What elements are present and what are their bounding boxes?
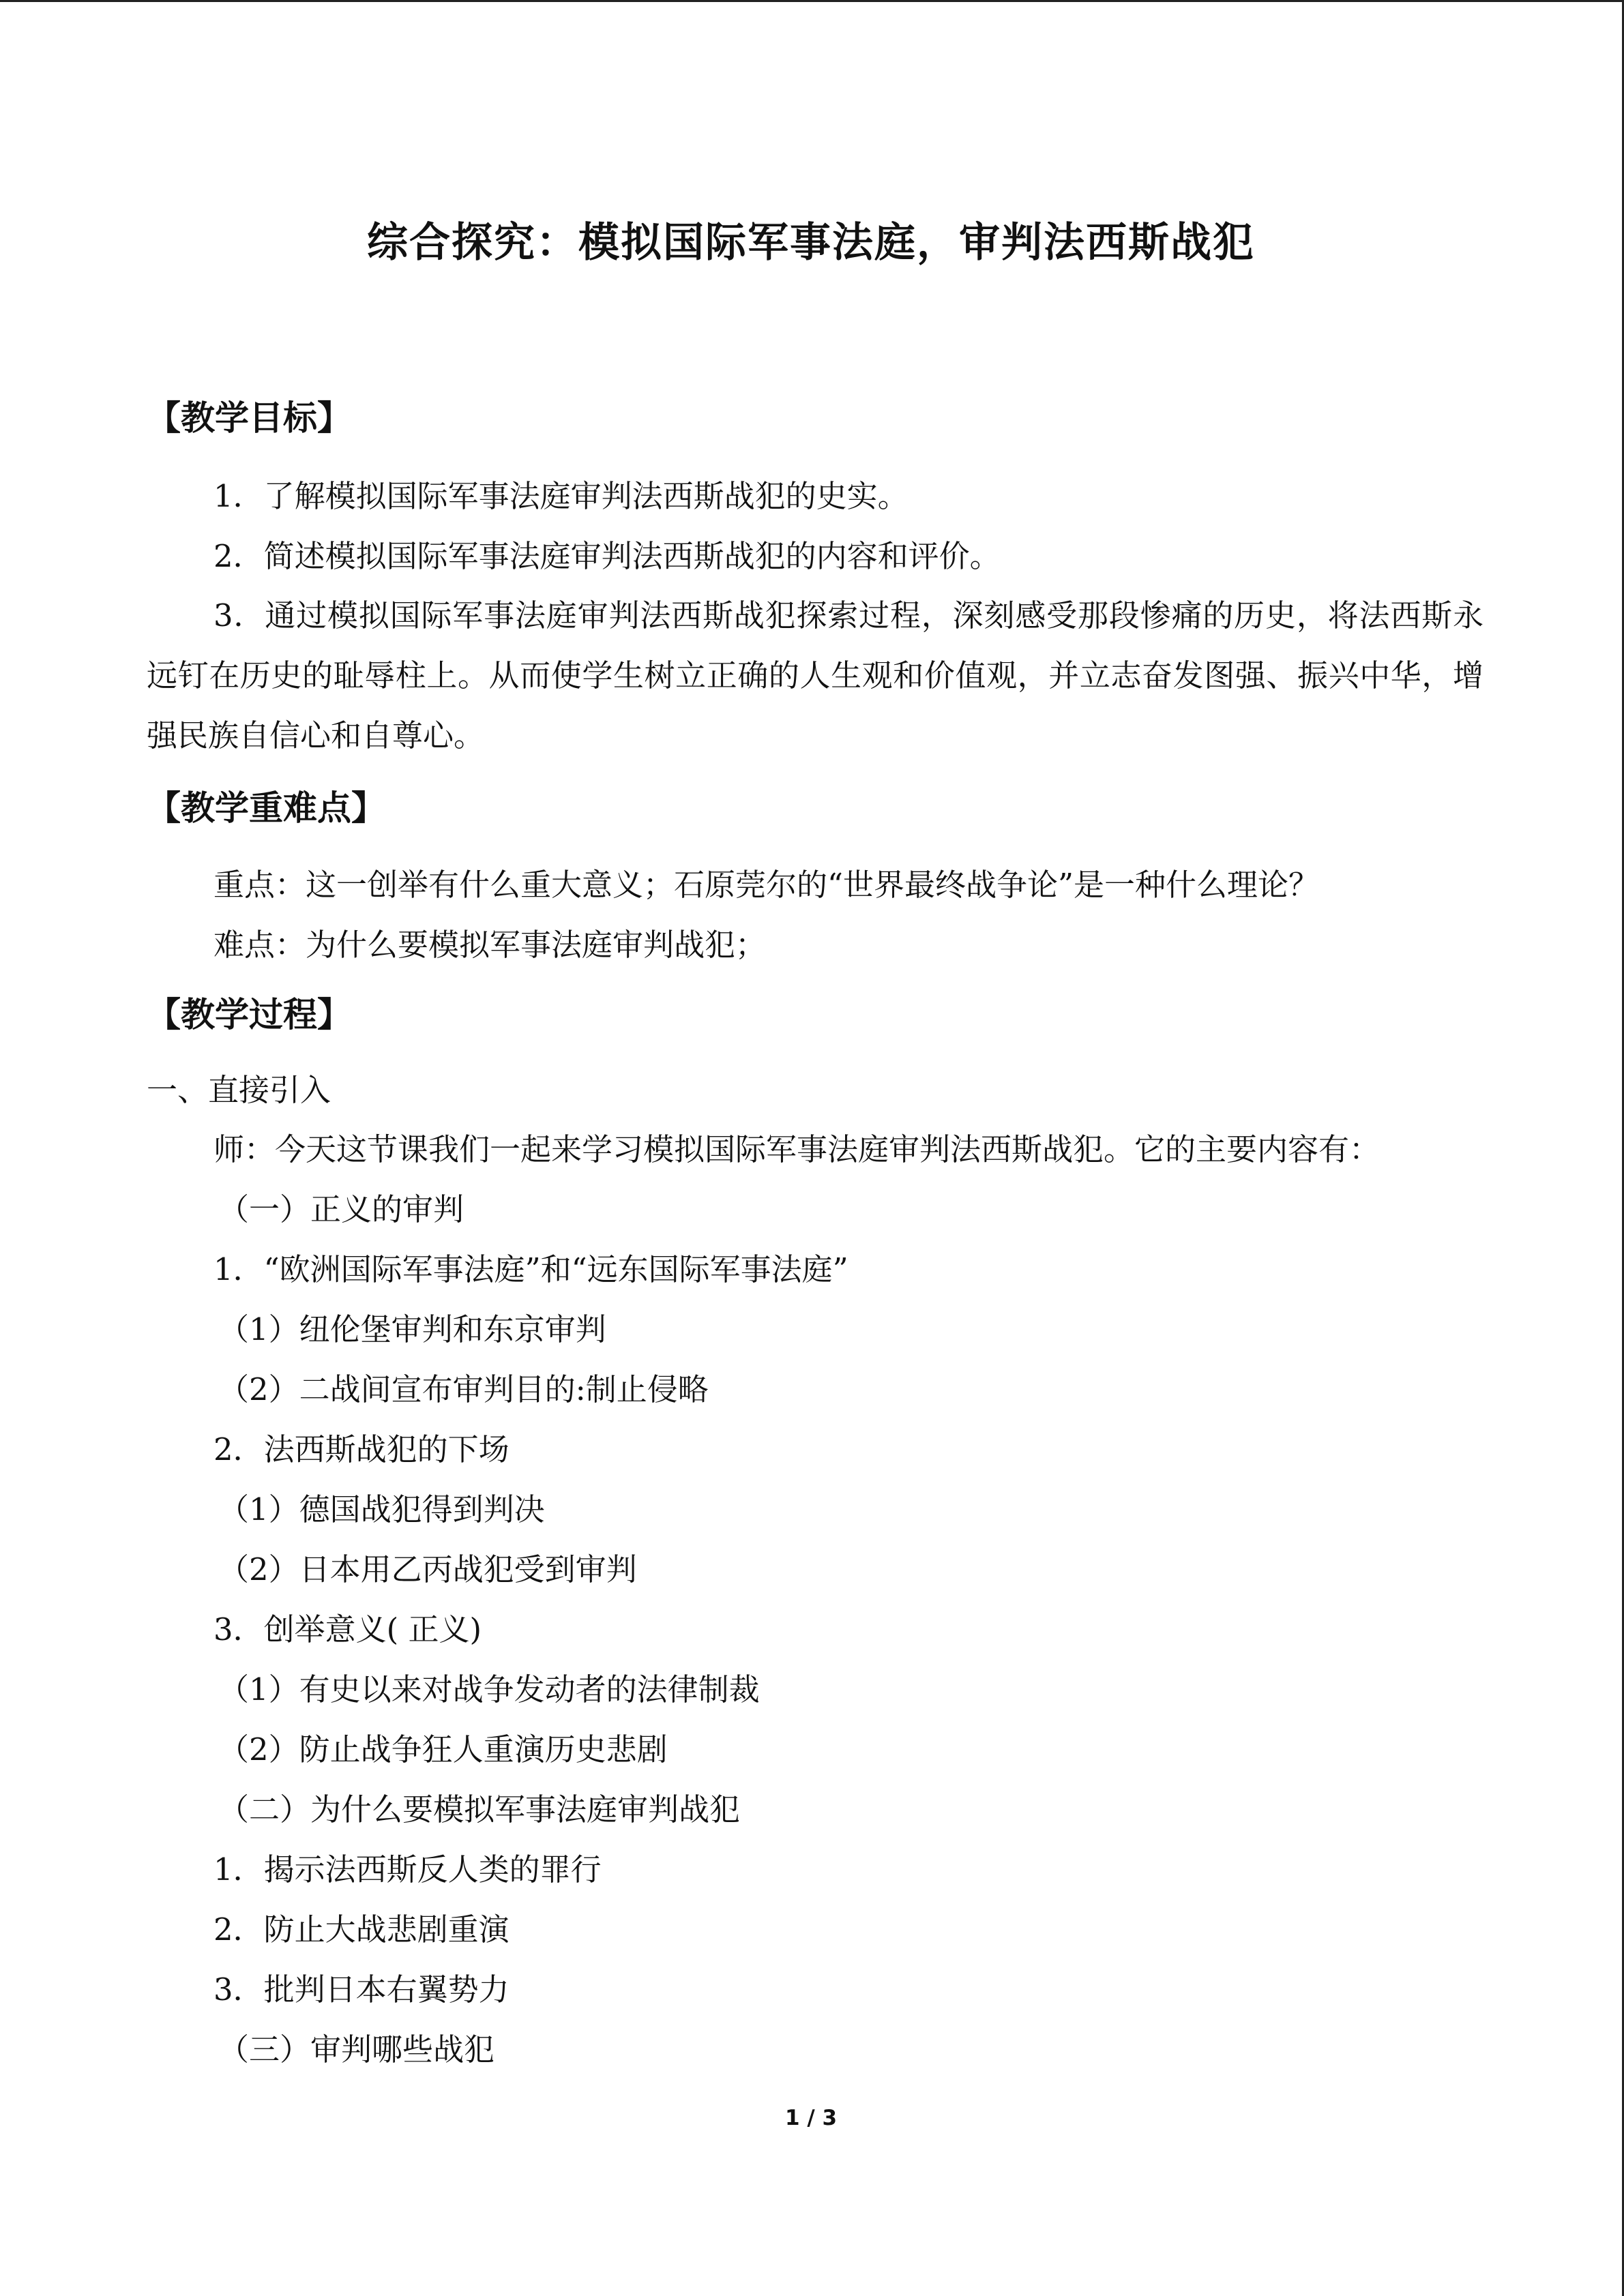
process-heading: 【教学过程】 (147, 995, 351, 1034)
objective-item-2: 2．简述模拟国际军事法庭审判法西斯战犯的内容和评价。 (213, 538, 1001, 574)
document-title: 综合探究：模拟国际军事法庭，审判法西斯战犯 (367, 219, 1255, 267)
process-section-1: 一、直接引入 (147, 1072, 331, 1108)
process-line: （2）二战间宣布审判目的:制止侵略 (218, 1371, 709, 1407)
process-line: （1）有史以来对战争发动者的法律制裁 (218, 1671, 760, 1708)
key-point-important: 重点：这一创举有什么重大意义；石原莞尔的“世界最终战争论”是一种什么理论？ (213, 867, 1320, 903)
process-line: （二）为什么要模拟军事法庭审判战犯 (218, 1791, 741, 1828)
page-number: 1 / 3 (784, 2106, 838, 2130)
process-line: （一）正义的审判 (218, 1191, 464, 1227)
objective-item-3: 3．通过模拟国际军事法庭审判法西斯战犯探索过程，深刻感受那段惨痛的历史，将法西斯永远钉在历史的耻辱柱上。从而使学生树立正确的人生观和价值观，并立志奋发图强、振兴中华，增强民族自信心和自尊心。 (147, 597, 1483, 754)
key-point-difficult: 难点：为什么要模拟军事法庭审判战犯； (213, 927, 767, 963)
process-line: 1．“欧洲国际军事法庭”和“远东国际军事法庭” (213, 1251, 848, 1287)
objectives-heading: 【教学目标】 (147, 398, 351, 438)
objective-item-1: 1．了解模拟国际军事法庭审判法西斯战犯的史实。 (213, 478, 909, 514)
process-line: （1）德国战犯得到判决 (218, 1491, 545, 1527)
process-line: 2．防止大战悲剧重演 (213, 1911, 510, 1948)
process-line: 2．法西斯战犯的下场 (213, 1431, 510, 1467)
process-line: 3．批判日本右翼势力 (213, 1971, 510, 2008)
process-line: （2）防止战争狂人重演历史悲剧 (218, 1731, 668, 1768)
process-line: 3．创举意义( 正义) (213, 1611, 482, 1648)
process-line: （1）纽伦堡审判和东京审判 (218, 1311, 606, 1347)
process-line: （三）审判哪些战犯 (218, 2031, 495, 2068)
process-intro: 师：今天这节课我们一起来学习模拟国际军事法庭审判法西斯战犯。它的主要内容有： (213, 1131, 1381, 1167)
key-points-heading: 【教学重难点】 (147, 788, 385, 828)
process-line: 1．揭示法西斯反人类的罪行 (213, 1851, 602, 1888)
process-line: （2）日本用乙丙战犯受到审判 (218, 1551, 637, 1587)
